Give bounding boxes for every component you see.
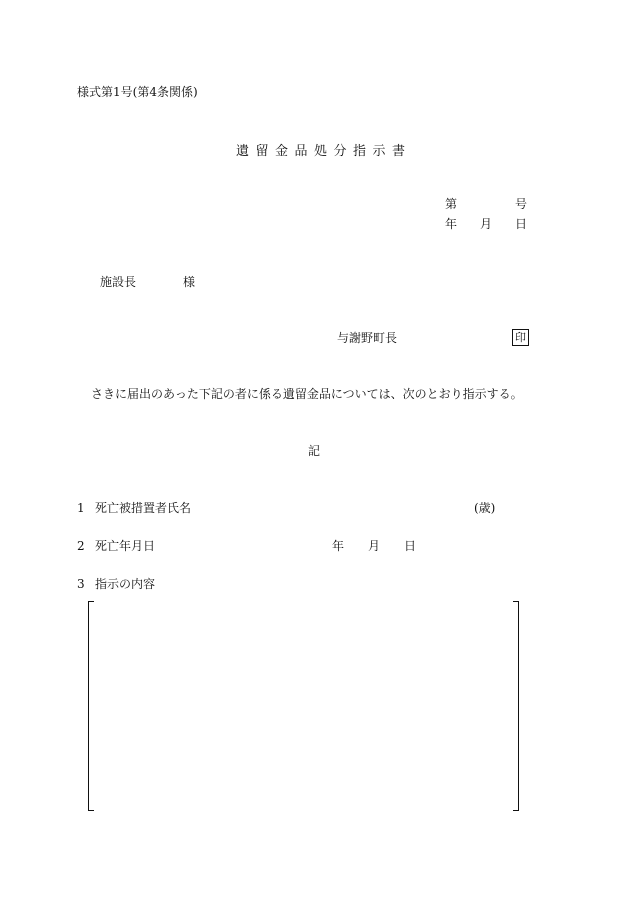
issue-date-month: 月 <box>480 217 493 231</box>
document-title: 遺留金品処分指示書 <box>236 144 412 159</box>
issue-date-day: 日 <box>515 217 528 231</box>
ki-heading: 記 <box>308 444 321 458</box>
reference-dai: 第 <box>445 197 458 211</box>
seal-mark: 印 <box>512 329 529 346</box>
item-1-label: 死亡被措置者氏名 <box>95 501 192 515</box>
form-number: 様式第1号(第4条関係) <box>77 85 198 99</box>
death-date-day: 日 <box>404 539 417 553</box>
item-3-number: 3 <box>77 577 85 591</box>
death-date-year: 年 <box>332 539 345 553</box>
item-2-number: 2 <box>77 539 85 553</box>
body-text: さきに届出のあった下記の者に係る遺留金品については、次のとおり指示する。 <box>91 387 523 401</box>
age-field: (歳) <box>474 501 496 515</box>
item-1-number: 1 <box>77 501 85 515</box>
addressee-honorific: 様 <box>183 275 196 289</box>
instruction-box-left-bracket <box>88 601 94 811</box>
death-date-month: 月 <box>368 539 381 553</box>
issuer-name: 与謝野町長 <box>337 331 398 345</box>
instruction-box-right-bracket <box>513 601 519 811</box>
addressee-name: 施設長 <box>100 275 137 289</box>
item-3-label: 指示の内容 <box>95 577 156 591</box>
reference-gou: 号 <box>515 197 528 211</box>
issue-date-year: 年 <box>445 217 458 231</box>
item-2-label: 死亡年月日 <box>95 539 156 553</box>
